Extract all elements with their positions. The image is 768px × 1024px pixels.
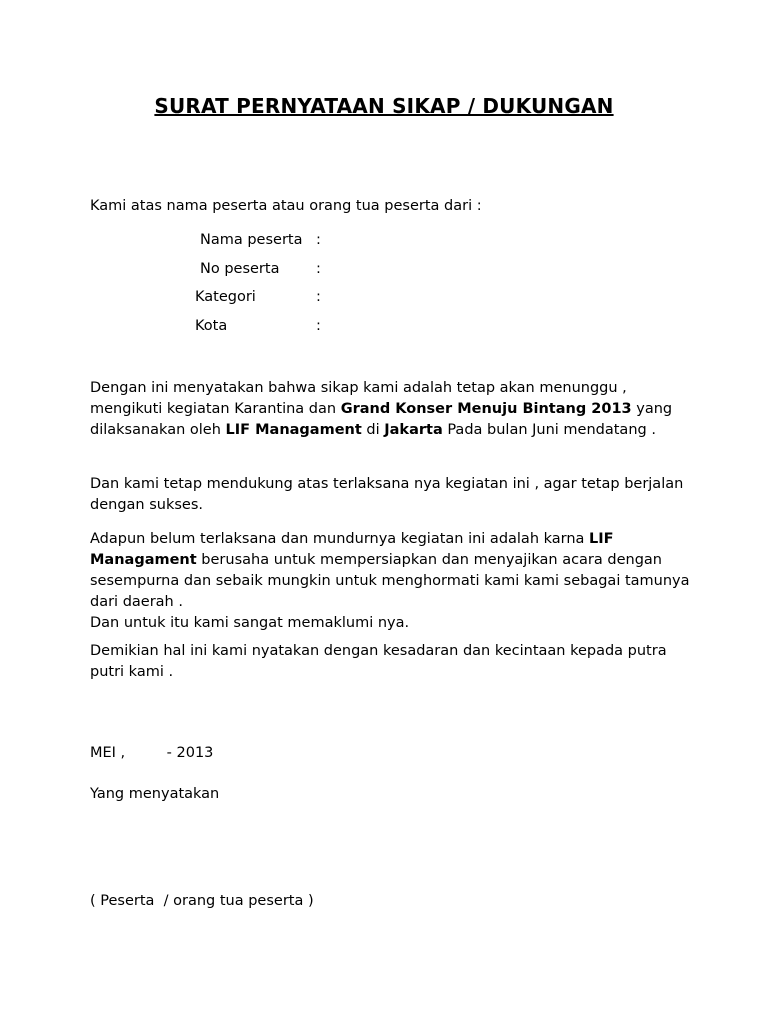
paragraph-text: Dan untuk itu kami sangat memaklumi nya.	[90, 615, 410, 631]
location-name: Jakarta	[384, 422, 443, 438]
paragraph-statement	[90, 378, 690, 441]
organizer-name: LIF Managament	[90, 531, 614, 568]
document-title: SURAT PERNYATAAN SIKAP / DUKUNGAN	[154, 94, 614, 118]
paragraph-text: Dengan ini menyatakan bahwa sikap kami adalah tetap akan menunggu , mengikuti kegiatan Karantina dan	[90, 380, 627, 417]
paragraph-closing: Demikian hal ini kami nyatakan dengan kesadaran dan kecintaan kepada putra putri kami .	[90, 643, 667, 680]
intro-text: Kami atas nama peserta atau orang tua peserta dari :	[90, 198, 482, 214]
organizer-name: LIF Managament	[225, 422, 362, 438]
signer-label: Yang menyatakan	[90, 786, 220, 802]
signature-caption: ( Peserta / orang tua peserta )	[90, 893, 314, 909]
paragraph-support: Dan kami tetap mendukung atas terlaksana nya kegiatan ini , agar tetap berjalan dengan sukses.	[90, 476, 684, 513]
field-colon: :	[316, 232, 321, 248]
paragraph-text: yang dilaksanakan oleh	[90, 401, 673, 438]
field-label: Nama peserta	[200, 232, 303, 248]
paragraph-text: Adapun belum terlaksana dan mundurnya kegiatan ini adalah karna	[90, 531, 590, 547]
field-row-kategori	[0, 289, 768, 309]
paragraph-text: Pada bulan Juni mendatang .	[442, 422, 656, 438]
field-colon: :	[316, 261, 321, 277]
field-label: Kategori	[195, 289, 256, 305]
field-row-kota	[0, 318, 768, 338]
field-row-no-peserta	[0, 261, 768, 281]
paragraph-text: berusaha untuk mempersiapkan dan menyajikan acara dengan sesempurna dan sebaik mungkin untuk menghormati kami kami sebagai tamunya dari daerah .	[90, 552, 690, 610]
field-colon: :	[316, 318, 321, 334]
field-label: Kota	[195, 318, 228, 334]
field-label: No peserta	[200, 261, 280, 277]
field-row-nama-peserta	[0, 232, 768, 252]
date-line: MEI , - 2013	[90, 745, 214, 761]
paragraph-reason	[90, 529, 690, 634]
event-name: Grand Konser Menuju Bintang 2013	[340, 401, 632, 417]
field-colon: :	[316, 289, 321, 305]
paragraph-text: di	[361, 422, 385, 438]
